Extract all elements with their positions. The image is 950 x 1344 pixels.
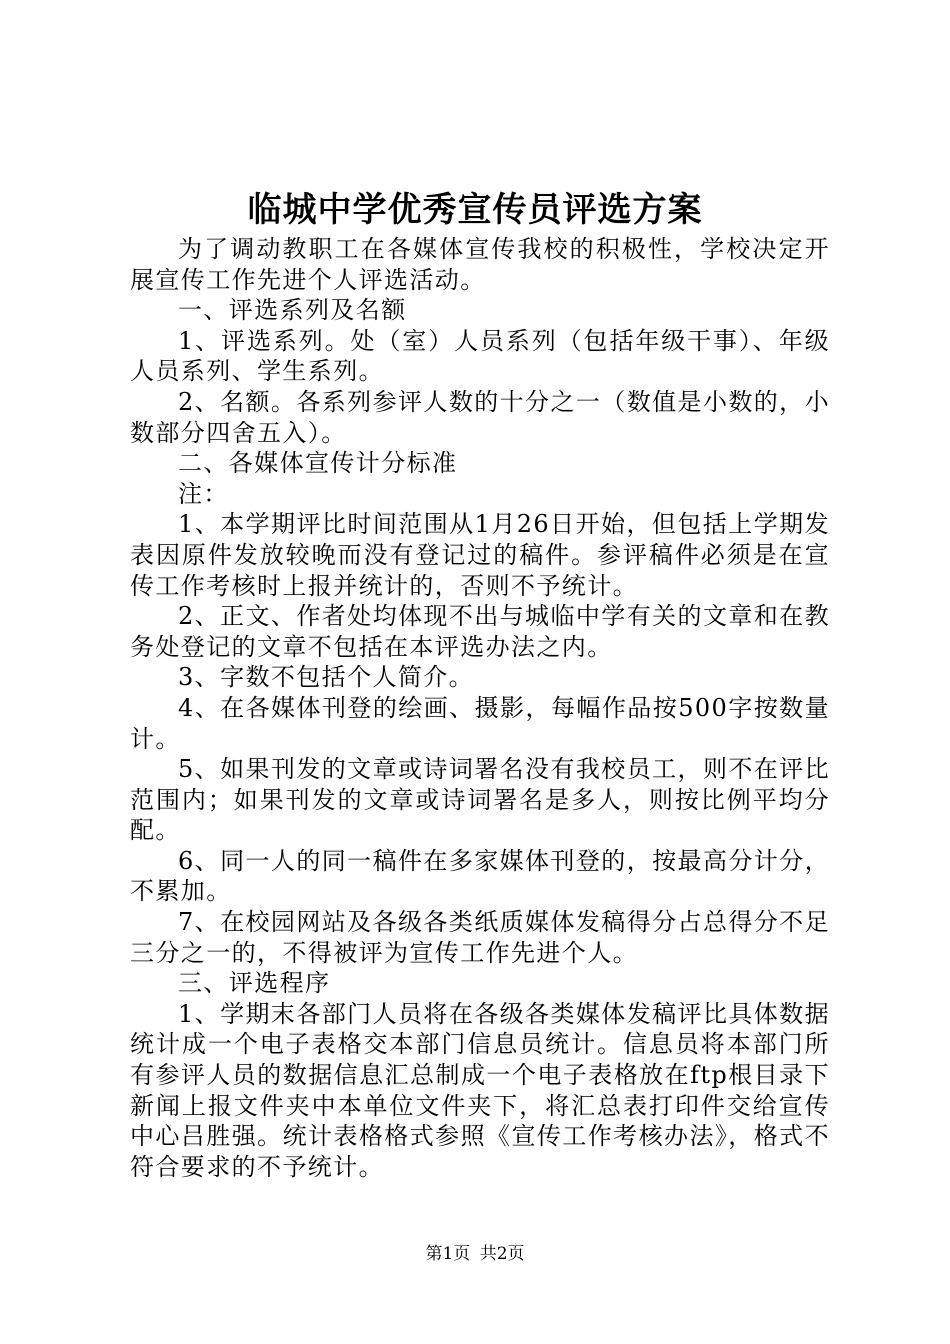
section-heading-2: 二、各媒体宣传计分标准 [178, 449, 458, 478]
paragraph: 1、本学期评比时间范围从1月26日开始，但包括上学期发表因原件发放较晚而没有登记过的稿件。参评稿件必须是在宣传工作考核时上报并统计的，否则不予统计。 [130, 510, 830, 600]
paragraph: 5、如果刊发的文章或诗词署名没有我校员工，则不在评比范围内；如果刊发的文章或诗词署名是多人，则按比例平均分配。 [130, 755, 830, 845]
paragraph: 1、评选系列。处（室）人员系列（包括年级干事）、年级人员系列、学生系列。 [130, 326, 830, 386]
page-footer: 第1页 共2页 [425, 1244, 525, 1264]
section-heading-3: 三、评选程序 [178, 969, 331, 998]
paragraph: 6、同一人的同一稿件在多家媒体刊登的，按最高分计分，不累加。 [130, 846, 830, 906]
paragraph: 2、名额。各系列参评人数的十分之一（数值是小数的，小数部分四舍五入）。 [130, 387, 830, 447]
paragraph: 1、学期末各部门人员将在各级各类媒体发稿评比具体数据统计成一个电子表格交本部门信息员统计。信息员将本部门所有参评人员的数据信息汇总制成一个电子表格放在ftp根目录下新闻上报文件夹中本单位文件夹下，将汇总表打印件交给宣传中心吕胜强。统计表格格式参照《宣传工作考核办法》，格式不符合要求的不予统计。 [130, 999, 830, 1181]
paragraph: 2、正文、作者处均体现不出与城临中学有关的文章和在教务处登记的文章不包括在本评选办法之内。 [130, 602, 830, 661]
note-label: 注： [178, 479, 229, 508]
paragraph: 4、在各媒体刊登的绘画、摄影，每幅作品按500字按数量计。 [130, 693, 830, 753]
document-title: 临城中学优秀宣传员评选方案 [247, 190, 703, 230]
paragraph: 3、字数不包括个人简介。 [178, 663, 475, 692]
section-heading-1: 一、评选系列及名额 [178, 296, 407, 325]
document-body [130, 234, 830, 1182]
paragraph: 7、在校园网站及各级各类纸质媒体发稿得分占总得分不足三分之一的，不得被评为宣传工作先进个人。 [130, 908, 830, 967]
paragraph-intro: 为了调动教职工在各媒体宣传我校的积极性，学校决定开展宣传工作先进个人评选活动。 [130, 235, 830, 294]
